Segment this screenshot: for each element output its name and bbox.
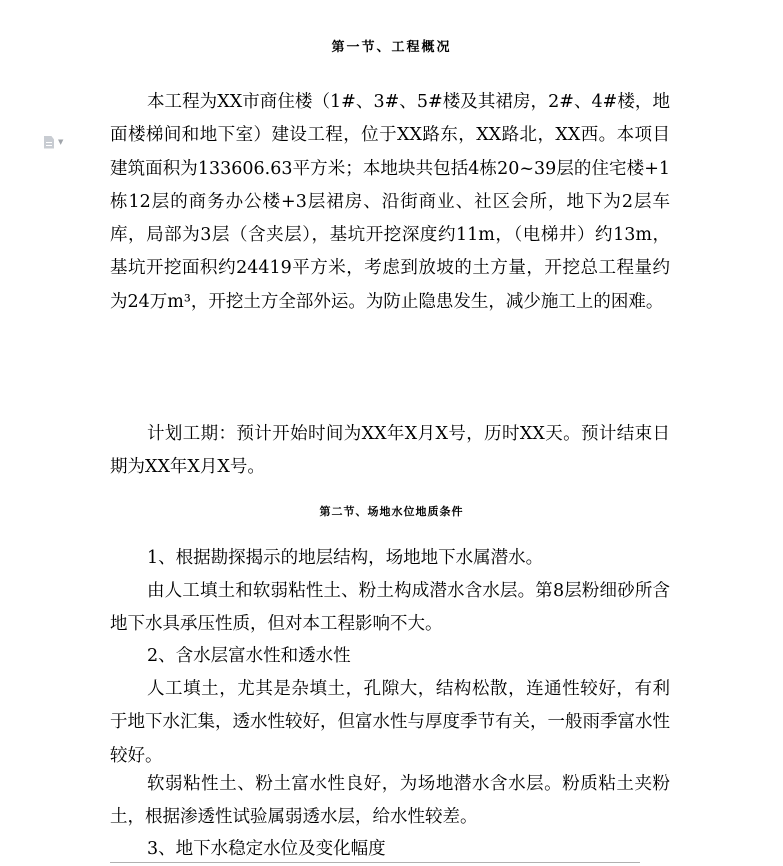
section-2-paragraph-4: 人工填土，尤其是杂填土，孔隙大，结构松散，连通性较好，有利于地下水汇集，透水性较好，但富水性与厚度季节有关，一般雨季富水性较好。: [110, 679, 670, 766]
section-2-heading: 第二节、场地水位地质条件: [319, 505, 464, 518]
document-icon: [44, 136, 54, 149]
caret-down-icon: ▼: [58, 138, 64, 146]
section-2-paragraph-6: 3、地下水稳定水位及变化幅度: [147, 839, 386, 859]
section-2-paragraph-5: 软弱粘性土、粉土富水性良好，为场地潜水含水层。粉质粘土夹粉土，根据渗透性试验属弱透水层，给水性较差。: [110, 774, 670, 828]
section-1-heading: 第一节、工程概况: [331, 40, 452, 55]
document-options-icon[interactable]: [44, 135, 70, 149]
section-1-paragraph-1: 本工程为XX市商住楼（1#、3#、5#楼及其裙房，2#、4#楼，地面楼梯间和地下室）建设工程，位于XX路东，XX路北，XX西。本项目建筑面积为133606.63平方米；本地块共包括4栋20~39层的住宅楼+1栋12层的商务办公楼+3层裙房、沿街商业、社区会所，地下为2层车库，局部为3层（含夹层），基坑开挖深度约11m，（电梯井）约13m，基坑开挖面积约24419平方米，考虑到放坡的土方量，开挖总工程量约为24万m³，开挖土方全部外运。为防止隐患发生，减少施工上的困难。: [110, 92, 670, 312]
section-2-paragraph-2: 由人工填土和软弱粘性土、粉土构成潜水含水层。第8层粉细砂所含地下水具承压性质，但对本工程影响不大。: [110, 581, 670, 635]
page-bottom-divider: [110, 862, 640, 863]
section-1-paragraph-2: 计划工期：预计开始时间为XX年X月X号，历时XX天。预计结束日期为XX年X月X号。: [110, 424, 670, 478]
section-2-paragraph-3: 2、含水层富水性和透水性: [147, 646, 351, 666]
section-2-paragraph-1: 1、根据勘探揭示的地层结构，场地地下水属潜水。: [147, 548, 544, 568]
